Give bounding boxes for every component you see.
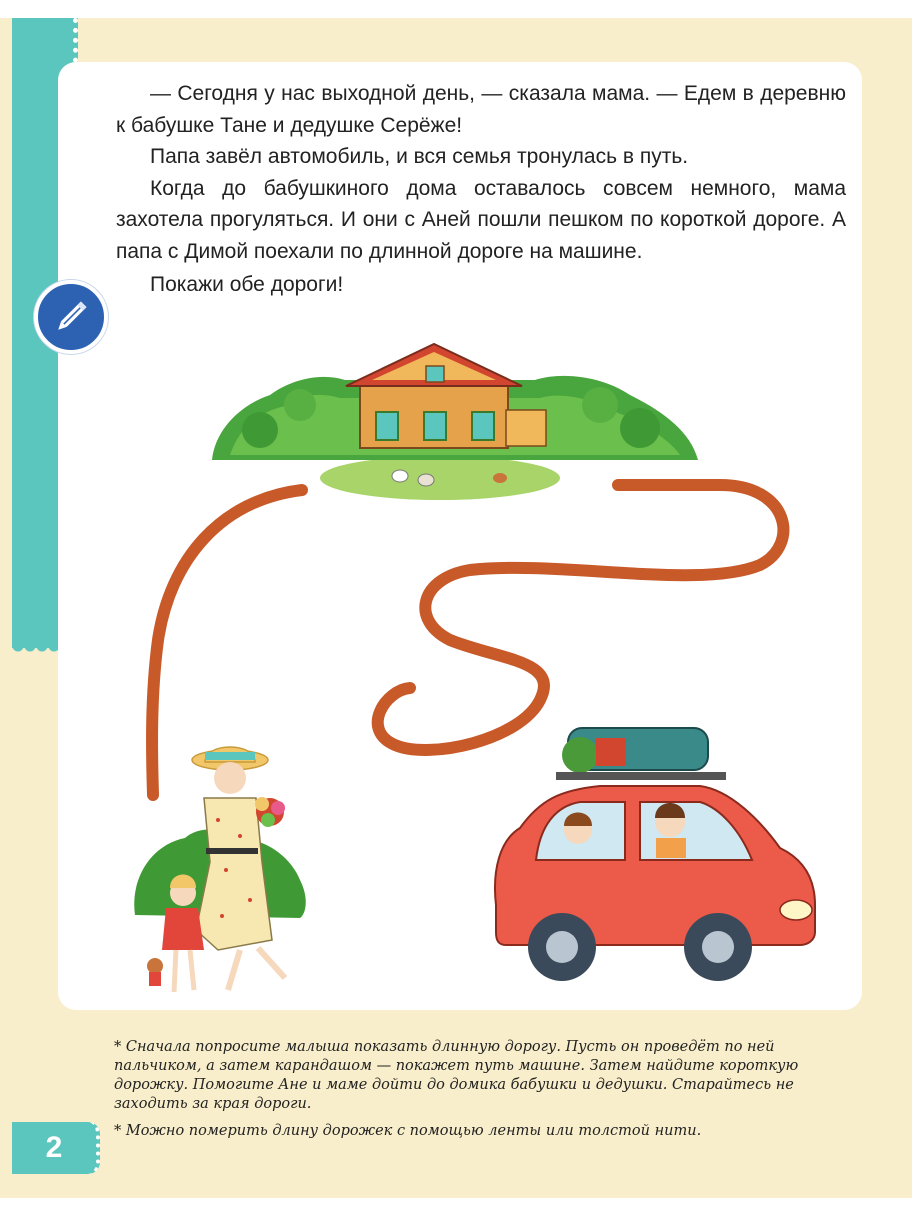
story-paragraph: — Сегодня у нас выходной день, — сказала мама. — Едем в деревню к бабушке Тане и дедушке Серёже! [116, 82, 846, 137]
parent-notes [114, 1038, 814, 1149]
page-number: 2 [45, 1131, 63, 1164]
note-paragraph: * Сначала попросите малыша показать длинную дорогу. Пусть он проведёт по ней пальчиком, а затем карандашом — покажет путь машине. Затем найдите короткую дорожку. Помогите Ане и маме дойти до домика бабушки и дедушки. Старайтесь не заходить за края дороги. [114, 1039, 799, 1112]
page-number-tab [12, 1122, 100, 1174]
task-instruction: Покажи обе дороги! [150, 273, 344, 296]
house-illustration [212, 344, 698, 500]
note-paragraph: * Можно померить длину дорожек с помощью ленты или толстой нити. [114, 1123, 702, 1139]
story-paragraph: Папа завёл автомобиль, и вся семья тронулась в путь. [150, 145, 689, 168]
mother-and-daughter-illustration [134, 747, 306, 992]
story-paragraph: Когда до бабушкиного дома оставалось совсем немного, мама захотела прогуляться. И они с Аней пошли пешком по короткой дороге. А папа с Димой поехали по длинной дороге на машине. [116, 176, 846, 263]
red-car-illustration [495, 728, 815, 981]
long-road [378, 485, 784, 750]
